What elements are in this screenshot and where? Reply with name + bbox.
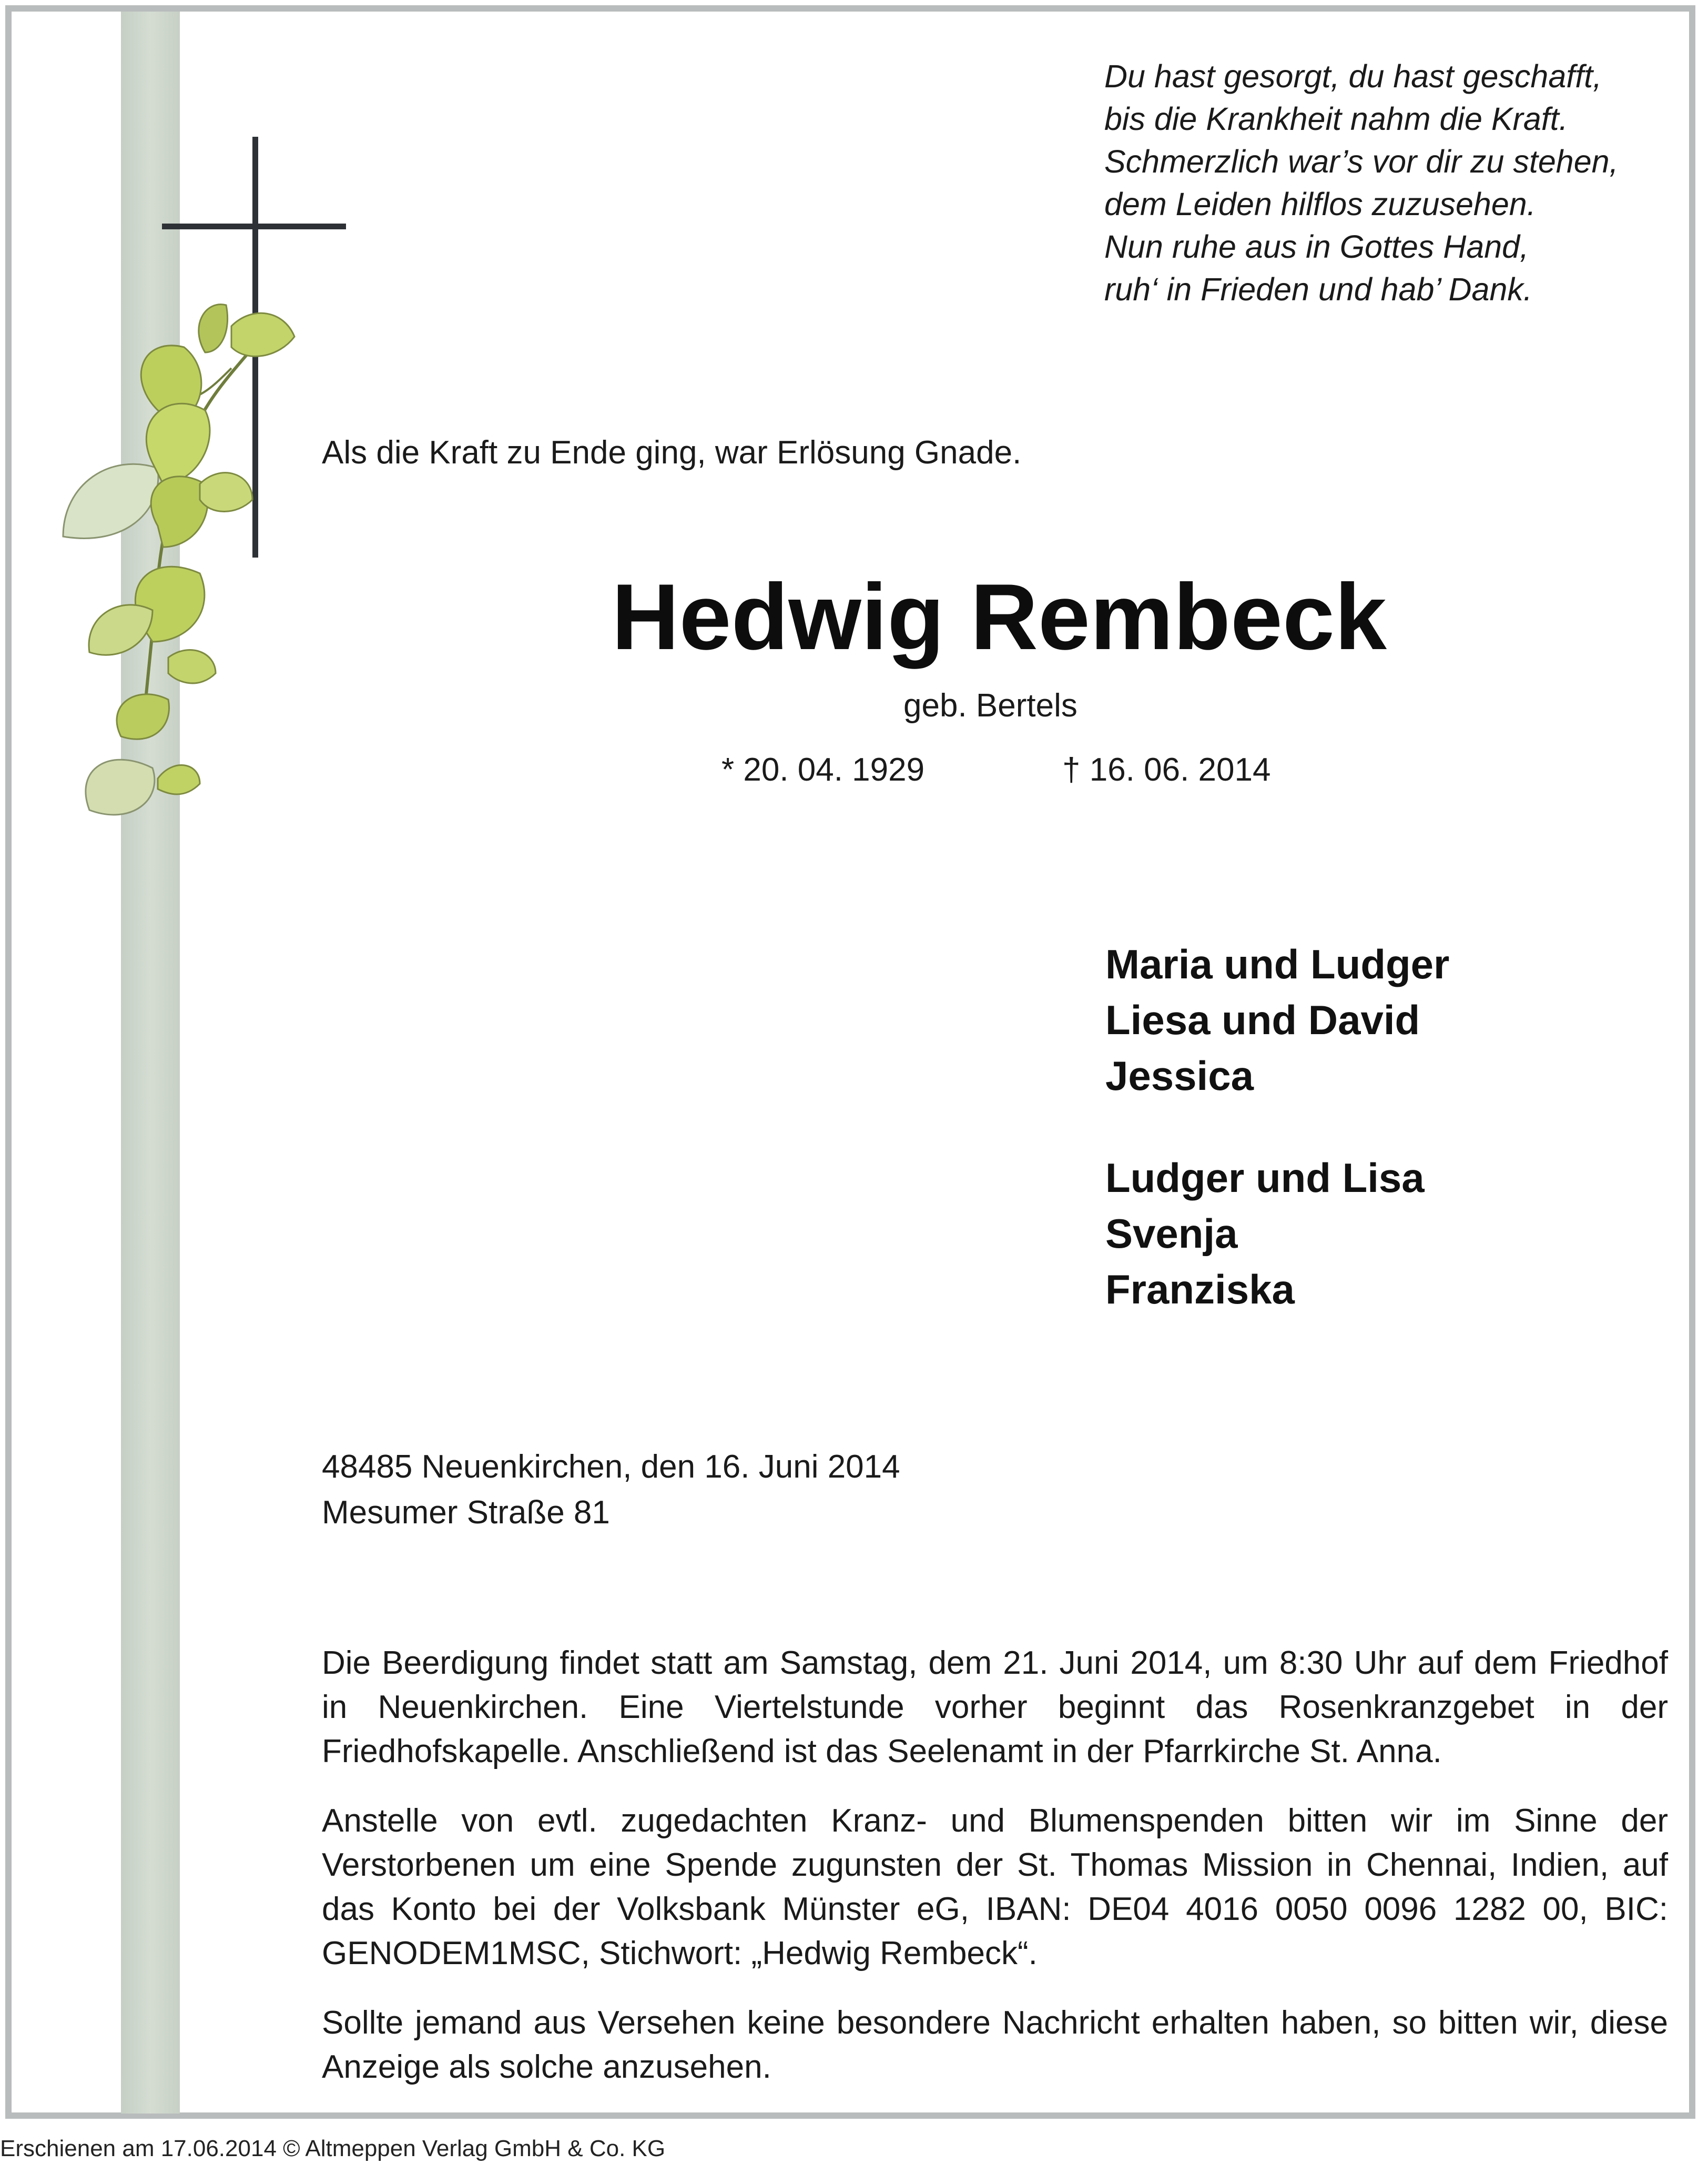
poem-line: Nun ruhe aus in Gottes Hand, — [1104, 229, 1529, 265]
maiden-name: geb. Bertels — [903, 687, 1077, 724]
mourner-line: Svenja — [1105, 1210, 1238, 1257]
donation-paragraph: Anstelle von evtl. zugedachten Kranz- und Blumenspenden bitten wir im Sinne der Verstorbenen um eine Spende zugunsten der St. Thomas Mission in Chennai, Indien, auf das Konto bei der Volksbank Münster eG, IBAN: DE04 4016 0050 0096 1282 00, BIC: GENODEM1MSC, Stichwort: „Hedwig Rembeck“. — [322, 1803, 1668, 1971]
ivy-leaves — [63, 305, 294, 815]
deceased-name: Hedwig Rembeck — [612, 564, 1387, 669]
poem-line: ruh‘ in Frieden und hab’ Dank. — [1104, 271, 1532, 307]
mourner-line: Maria und Ludger — [1105, 941, 1450, 987]
poem — [1104, 55, 1619, 311]
place-and-address — [322, 1444, 900, 1535]
mourner-group — [1105, 1150, 1449, 1317]
poem-line: Du hast gesorgt, du hast geschafft, — [1104, 58, 1602, 94]
motto: Als die Kraft zu Ende ging, war Erlösung Gnade. — [322, 434, 1022, 471]
mourner-line: Franziska — [1105, 1266, 1295, 1312]
mourner-line: Jessica — [1105, 1053, 1254, 1099]
death-date: † 16. 06. 2014 — [1062, 752, 1271, 788]
notice-paragraph: Sollte jemand aus Versehen keine besondere Nachricht erhalten haben, so bitten wir, diese Anzeige als solche anzusehen. — [322, 2005, 1668, 2085]
address-line: Mesumer Straße 81 — [322, 1494, 610, 1531]
mourner-group — [1105, 936, 1449, 1104]
poem-line: dem Leiden hilflos zuzusehen. — [1104, 186, 1536, 222]
mourners — [1105, 936, 1449, 1363]
cross-and-ivy-ornament — [32, 126, 368, 852]
place-date-line: 48485 Neuenkirchen, den 16. Juni 2014 — [322, 1449, 900, 1485]
notice-body — [322, 1641, 1668, 2115]
publication-footer: Erschienen am 17.06.2014 © Altmeppen Verlag GmbH & Co. KG — [0, 2136, 666, 2161]
funeral-paragraph: Die Beerdigung findet statt am Samstag, dem 21. Juni 2014, um 8:30 Uhr auf dem Friedhof in Neuenkirchen. Eine Viertelstunde vorher beginnt das Rosenkranzgebet in der Friedhofskapelle. Anschließend ist das Seelenamt in der Pfarrkirche St. Anna. — [322, 1645, 1668, 1769]
mourner-line: Ludger und Lisa — [1105, 1155, 1425, 1201]
poem-line: Schmerzlich war’s vor dir zu stehen, — [1104, 144, 1619, 179]
birth-date: * 20. 04. 1929 — [721, 752, 925, 788]
poem-line: bis die Krankheit nahm die Kraft. — [1104, 101, 1568, 137]
mourner-line: Liesa und David — [1105, 997, 1420, 1043]
